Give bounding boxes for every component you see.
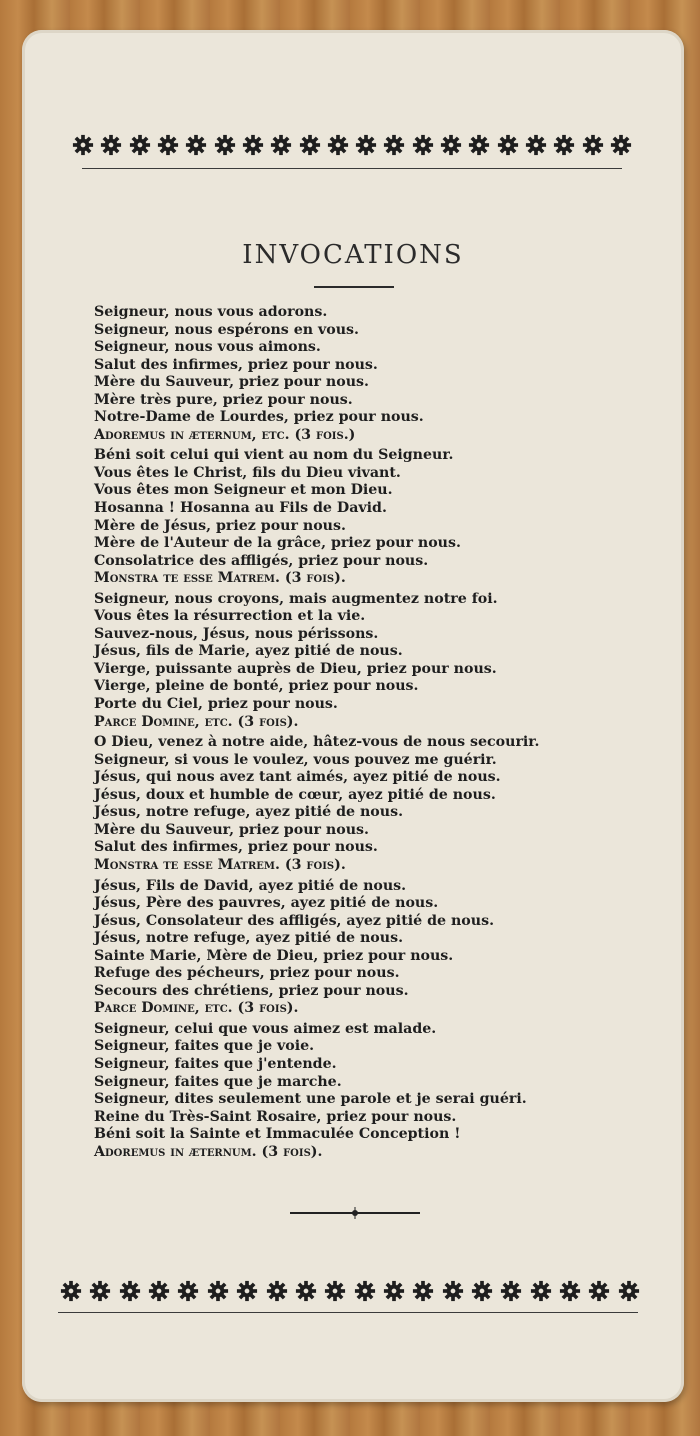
gear-ornament-icon [354,1280,376,1302]
invocation-line: Jésus, doux et humble de cœur, ayez pitié de nous. [94,786,496,803]
gear-ornament-icon [60,1280,82,1302]
gear-ornament-icon [324,1280,346,1302]
invocation-list [94,304,634,1161]
gear-ornament-icon [610,134,632,156]
gear-ornament-icon [295,1280,317,1302]
gear-ornament-icon [383,134,405,156]
gear-ornament-icon [100,134,122,156]
gear-ornament-icon [412,1280,434,1302]
invocation-line: Mère de Jésus, priez pour nous. [94,517,346,534]
invocation-line: Seigneur, celui que vous aimez est malade. [94,1020,437,1037]
invocation-line: Mère très pure, priez pour nous. [94,391,353,408]
gear-ornament-icon [207,1280,229,1302]
gear-ornament-icon [299,134,321,156]
invocation-line: Vous êtes mon Seigneur et mon Dieu. [94,482,393,499]
invocation-line: Porte du Ciel, priez pour nous. [94,696,338,713]
top-divider [82,168,622,169]
invocation-line: Seigneur, faites que j'entende. [94,1055,337,1072]
title-underline [314,286,394,288]
gear-ornament-icon [530,1280,552,1302]
invocation-line: Jésus, Consolateur des affligés, ayez pitié de nous. [94,912,495,929]
invocation-line: Notre-Dame de Lourdes, priez pour nous. [94,409,424,426]
prayer-card [22,30,684,1402]
invocation-line: Seigneur, nous vous aimons. [94,339,321,356]
gear-ornament-icon [582,134,604,156]
gear-ornament-icon [129,134,151,156]
gear-ornament-icon [618,1280,640,1302]
invocation-line: Vierge, puissante auprès de Dieu, priez pour nous. [94,660,497,677]
invocation-line: Béni soit la Sainte et Immaculée Conception ! [94,1126,461,1143]
gear-ornament-icon [500,1280,522,1302]
bottom-ornament-border [60,1278,640,1304]
gear-ornament-icon [177,1280,199,1302]
invocation-line: Seigneur, nous vous adorons. [94,304,328,320]
invocation-refrain: Adoremus in æternum, etc. (3 fois.) [94,426,356,443]
invocation-line: Sauvez-nous, Jésus, nous périssons. [94,625,379,642]
invocation-line: Vous êtes le Christ, fils du Dieu vivant. [94,464,401,481]
invocation-line: Jésus, Père des pauvres, ayez pitié de nous. [94,895,439,912]
invocation-refrain: Parce Domine, etc. (3 fois). [94,1000,299,1017]
gear-ornament-icon [185,134,207,156]
gear-ornament-icon [266,1280,288,1302]
gear-ornament-icon [157,134,179,156]
gear-ornament-icon [148,1280,170,1302]
bottom-divider [58,1312,638,1313]
invocation-line: Sainte Marie, Mère de Dieu, priez pour nous. [94,947,454,964]
invocation-line: Mère de l'Auteur de la grâce, priez pour nous. [94,535,461,552]
invocation-line: Jésus, Fils de David, ayez pitié de nous. [94,877,407,894]
invocation-refrain: Monstra te esse Matrem. (3 fois). [94,856,346,873]
invocation-line: Salut des infirmes, priez pour nous. [94,356,378,373]
gear-ornament-icon [525,134,547,156]
gear-ornament-icon [327,134,349,156]
invocation-line: Béni soit celui qui vient au nom du Seigneur. [94,447,454,464]
invocation-refrain: Parce Domine, etc. (3 fois). [94,713,299,730]
gear-ornament-icon [119,1280,141,1302]
card-title: INVOCATIONS [242,240,464,270]
invocation-line: Reine du Très-Saint Rosaire, priez pour nous. [94,1108,457,1125]
gear-ornament-icon [553,134,575,156]
invocation-line: Seigneur, faites que je marche. [94,1073,342,1090]
gear-ornament-icon [270,134,292,156]
invocation-line: Secours des chrétiens, priez pour nous. [94,982,409,999]
gear-ornament-icon [214,134,236,156]
invocation-line: O Dieu, venez à notre aide, hâtez-vous de nous secourir. [94,734,540,751]
invocation-line: Jésus, notre refuge, ayez pitié de nous. [94,804,404,821]
gear-ornament-icon [355,134,377,156]
invocation-line: Vous êtes la résurrection et la vie. [94,608,366,625]
gear-ornament-icon [471,1280,493,1302]
invocation-line: Mère du Sauveur, priez pour nous. [94,821,369,838]
gear-ornament-icon [559,1280,581,1302]
closing-flourish-icon [290,1206,420,1220]
invocation-refrain: Monstra te esse Matrem. (3 fois). [94,570,346,587]
gear-ornament-icon [468,134,490,156]
gear-ornament-icon [440,134,462,156]
top-ornament-border [72,132,632,158]
invocation-line: Refuge des pécheurs, priez pour nous. [94,965,400,982]
invocation-refrain: Adoremus in æternum. (3 fois). [94,1143,323,1160]
invocation-line: Consolatrice des affligés, priez pour nous. [94,552,429,569]
invocation-line: Seigneur, dites seulement une parole et je serai guéri. [94,1091,527,1108]
gear-ornament-icon [383,1280,405,1302]
invocation-line: Jésus, qui nous avez tant aimés, ayez pitié de nous. [94,769,501,786]
invocation-line: Jésus, fils de Marie, ayez pitié de nous. [94,643,403,660]
invocation-line: Jésus, notre refuge, ayez pitié de nous. [94,930,404,947]
invocation-line: Seigneur, nous espérons en vous. [94,321,359,338]
invocation-line: Mère du Sauveur, priez pour nous. [94,374,369,391]
gear-ornament-icon [72,134,94,156]
invocation-line: Seigneur, nous croyons, mais augmentez notre foi. [94,590,498,607]
gear-ornament-icon [412,134,434,156]
invocation-line: Salut des infirmes, priez pour nous. [94,839,378,856]
gear-ornament-icon [242,134,264,156]
gear-ornament-icon [588,1280,610,1302]
gear-ornament-icon [89,1280,111,1302]
invocation-line: Seigneur, si vous le voulez, vous pouvez me guérir. [94,751,497,768]
invocation-line: Hosanna ! Hosanna au Fils de David. [94,500,387,517]
gear-ornament-icon [442,1280,464,1302]
invocation-line: Vierge, pleine de bonté, priez pour nous. [94,678,419,695]
gear-ornament-icon [236,1280,258,1302]
invocation-line: Seigneur, faites que je voie. [94,1038,315,1055]
gear-ornament-icon [497,134,519,156]
